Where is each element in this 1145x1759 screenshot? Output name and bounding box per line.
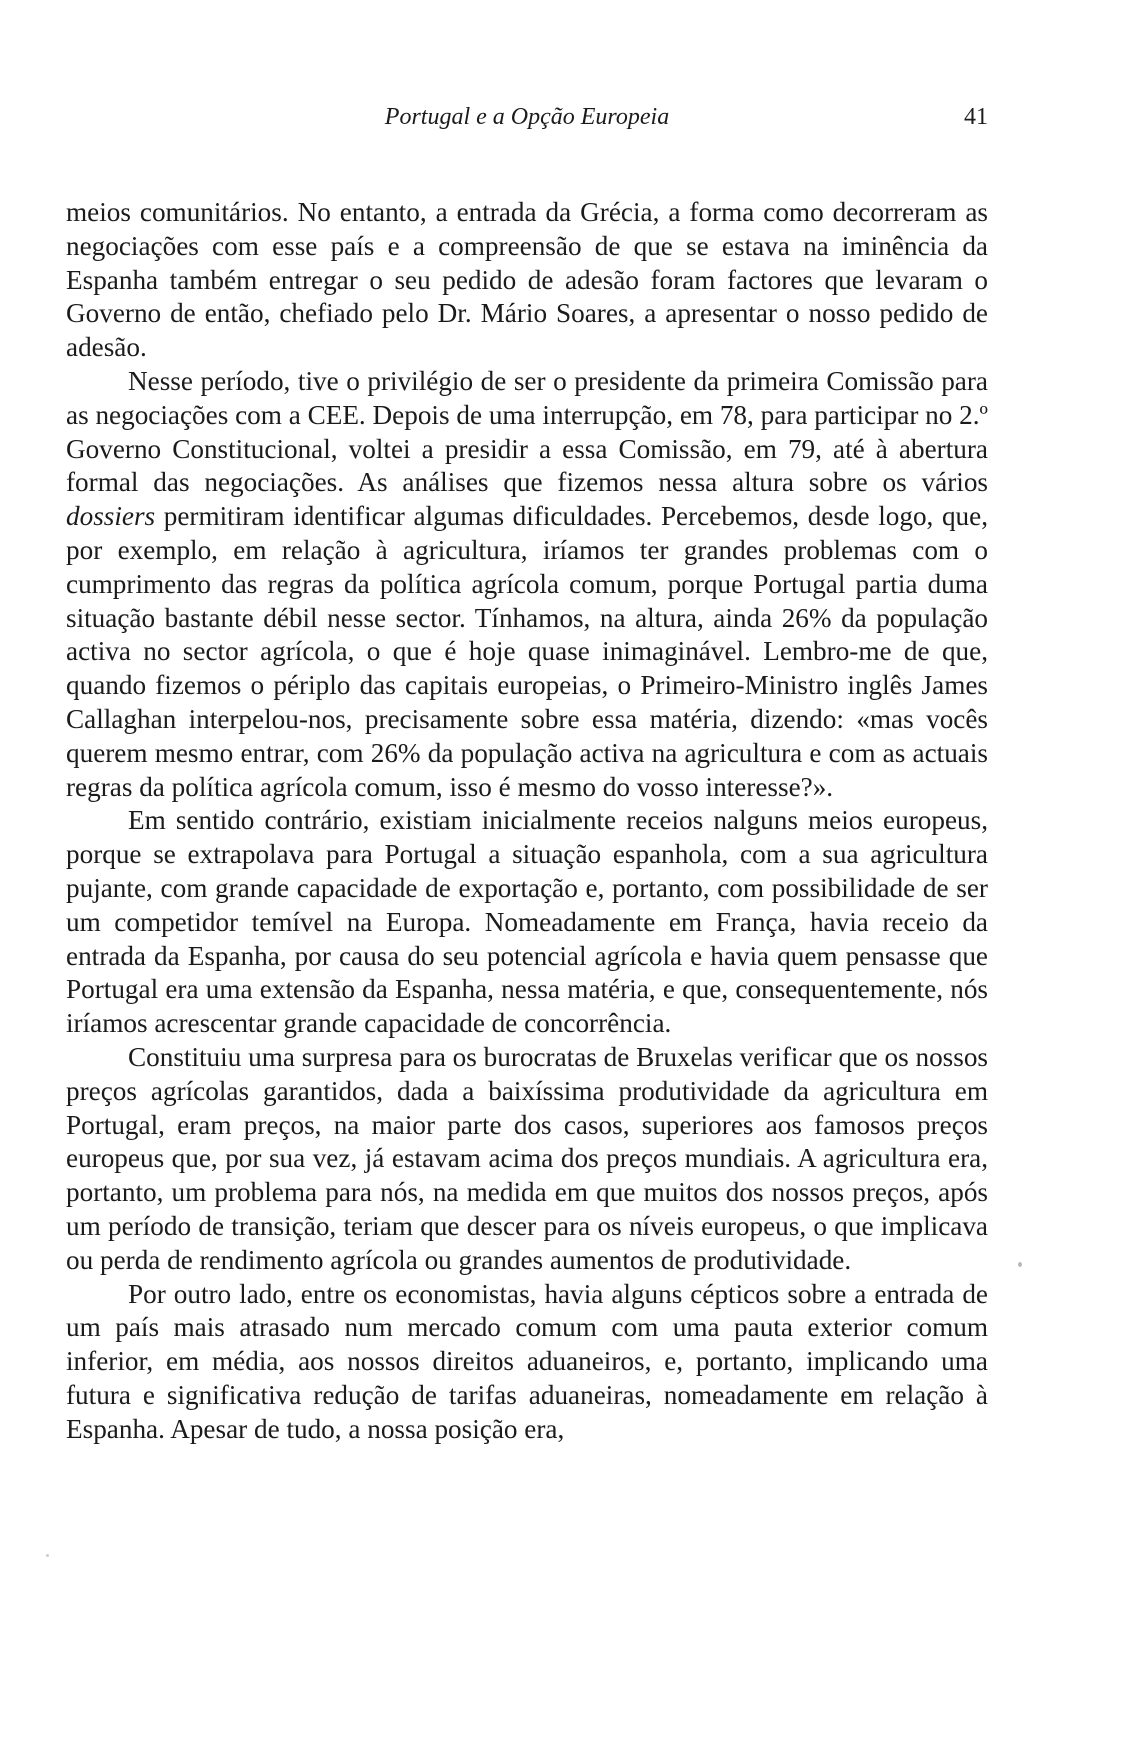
paragraph-2-text-b: permitiram identificar algumas dificuldades. Percebemos, desde logo, que, por exemplo, em relação à agricultura, iríamos ter grandes problemas com o cumprimento das regras da política agrícola comum, porque Portugal partia duma situação bastante débil nesse sector. Tínhamos, na altura, ainda 26% da população activa no sector agrícola, o que é hoje quase inimaginável. Lembro-me de que, quando fizemos o périplo das capitais europeias, o Primeiro-Ministro inglês James Callaghan interpelou-nos, precisamente sobre essa matéria, dizendo: «mas vocês querem mesmo entrar, com 26% da população activa na agricultura e com as actuais regras da política agrícola comum, isso é mesmo do vosso interesse?».	[66, 501, 988, 802]
paragraph-1	[66, 196, 988, 365]
page-number: 41	[964, 104, 988, 130]
paragraph-2	[66, 365, 988, 804]
paragraph-5	[66, 1278, 988, 1447]
running-title: Portugal e a Opção Europeia	[384, 104, 670, 130]
scan-speck	[46, 1554, 49, 1557]
paragraph-4-text: Constituiu uma surpresa para os burocratas de Bruxelas verificar que os nossos preços agrícolas garantidos, dada a baixíssima produtividade da agricultura em Portugal, eram preços, na maior parte dos casos, superiores aos famosos preços europeus que, por sua vez, já estavam acima dos preços mundiais. A agricultura era, portanto, um problema para nós, na medida em que muitos dos nossos preços, após um período de transição, teriam que descer para os níveis europeus, o que implicava ou perda de rendimento agrícola ou grandes aumentos de produtividade.	[66, 1041, 988, 1275]
paragraph-2-emphasis: dossiers	[66, 501, 156, 532]
body-text	[66, 196, 988, 1446]
running-head	[66, 100, 988, 134]
paragraph-5-text: Por outro lado, entre os economistas, havia alguns cépticos sobre a entrada de um país mais atrasado num mercado comum com uma pauta exterior comum inferior, em média, aos nossos direitos aduaneiros, e, portanto, implicando uma futura e significativa redução de tarifas aduaneiras, nomeadamente em relação à Espanha. Apesar de tudo, a nossa posição era,	[66, 1278, 988, 1444]
paragraph-3-text: Em sentido contrário, existiam inicialmente receios nalguns meios europeus, porque se extrapolava para Portugal a situação espanhola, com a sua agricultura pujante, com grande capacidade de exportação e, portanto, com possibilidade de ser um competidor temível na Europa. Nomeadamente em França, havia receio da entrada da Espanha, por causa do seu potencial agrícola e havia quem pensasse que Portugal era uma extensão da Espanha, nessa matéria, e que, consequentemente, nós iríamos acrescentar grande capacidade de concorrência.	[66, 805, 988, 1039]
paragraph-1-text: meios comunitários. No entanto, a entrada da Grécia, a forma como decorreram as negociações com esse país e a compreensão de que se estava na iminência da Espanha também entregar o seu pedido de adesão foram factores que levaram o Governo de então, chefiado pelo Dr. Mário Soares, a apresentar o nosso pedido de adesão.	[66, 197, 988, 363]
scan-speck	[1018, 1262, 1022, 1267]
paragraph-2-text-a: Nesse período, tive o privilégio de ser o presidente da primeira Comissão para as negociações com a CEE. Depois de uma interrupção, em 78, para participar no 2.º Governo Constitucional, voltei a presidir a essa Comissão, em 79, até à abertura formal das negociações. As análises que fizemos nessa altura sobre os vários	[66, 365, 988, 498]
paragraph-4	[66, 1041, 988, 1278]
paragraph-3	[66, 804, 988, 1041]
